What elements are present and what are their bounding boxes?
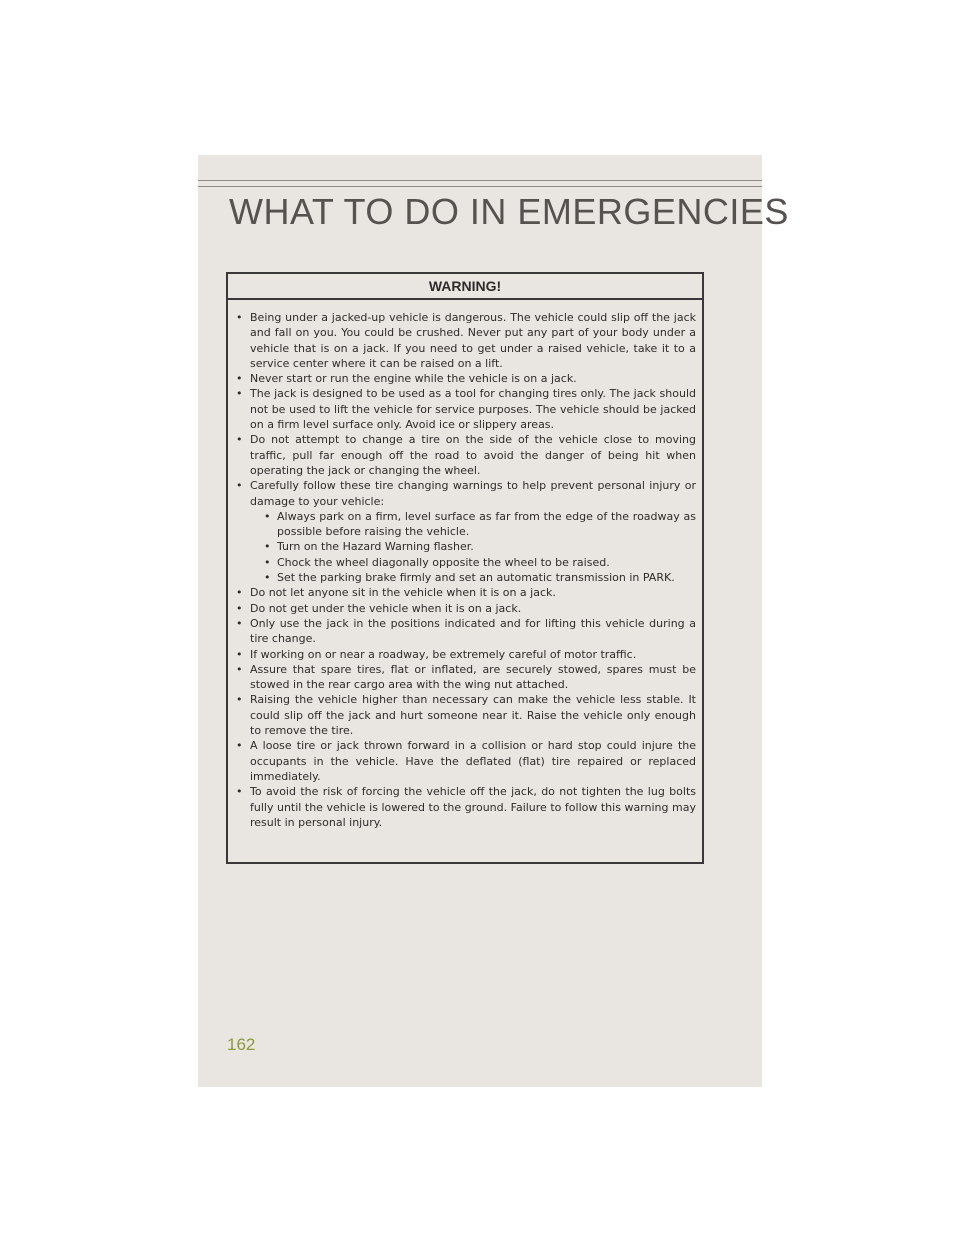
warning-item: • Assure that spare tires, flat or inflated, are securely stowed, spares must be stowed in the rear cargo area with the wing nut attached. xyxy=(234,662,696,693)
warning-item: • Do not attempt to change a tire on the side of the vehicle close to moving traffic, pull far enough off the road to avoid the danger of being hit when operating the jack or changing the wheel. xyxy=(234,432,696,478)
warning-item: • If working on or near a roadway, be extremely careful of motor traffic. xyxy=(234,647,696,662)
warning-item: • A loose tire or jack thrown forward in a collision or hard stop could injure the occupants in the vehicle. Have the deflated (flat) tire repaired or replaced immediately. xyxy=(234,738,696,784)
section-title: WHAT TO DO IN EMERGENCIES xyxy=(229,191,789,232)
warning-subitem: • Always park on a firm, level surface as far from the edge of the roadway as possible before raising the vehicle. xyxy=(262,509,696,540)
warning-item: • To avoid the risk of forcing the vehicle off the jack, do not tighten the lug bolts fully until the vehicle is lowered to the ground. Failure to follow this warning may result in personal injury. xyxy=(234,784,696,830)
warning-box xyxy=(226,272,704,864)
warning-item-with-subitems xyxy=(234,478,696,585)
header-rule-bottom xyxy=(198,186,762,187)
warning-item: • Do not let anyone sit in the vehicle when it is on a jack. xyxy=(234,585,696,600)
warning-item: • The jack is designed to be used as a tool for changing tires only. The jack should not be used to lift the vehicle for service purposes. The vehicle should be jacked on a firm level surface only. Avoid ice or slippery areas. xyxy=(234,386,696,432)
manual-page xyxy=(198,155,789,1087)
warning-title: WARNING! xyxy=(228,274,702,300)
page-number: 162 xyxy=(227,1035,256,1054)
warning-item: • Raising the vehicle higher than necessary can make the vehicle less stable. It could slip off the jack and hurt someone near it. Raise the vehicle only enough to remove the tire. xyxy=(234,692,696,738)
warning-item: • Never start or run the engine while the vehicle is on a jack. xyxy=(234,371,696,386)
warning-list xyxy=(228,300,702,830)
warning-subitem: • Turn on the Hazard Warning flasher. xyxy=(262,539,696,554)
warning-sublist xyxy=(250,509,696,585)
warning-item: • Do not get under the vehicle when it is on a jack. xyxy=(234,601,696,616)
warning-item: • Being under a jacked-up vehicle is dangerous. The vehicle could slip off the jack and fall on you. You could be crushed. Never put any part of your body under a vehicle that is on a jack. If you need to get under a raised vehicle, take it to a service center where it can be raised on a lift. xyxy=(234,310,696,371)
warning-item-text: Carefully follow these tire changing warnings to help prevent personal injury or damage to your vehicle: xyxy=(250,479,696,508)
warning-item: • Only use the jack in the positions indicated and for lifting this vehicle during a tire change. xyxy=(234,616,696,647)
warning-subitem: • Chock the wheel diagonally opposite the wheel to be raised. xyxy=(262,555,696,570)
warning-subitem: • Set the parking brake firmly and set an automatic transmission in PARK. xyxy=(262,570,696,585)
header-rule-top xyxy=(198,180,762,181)
